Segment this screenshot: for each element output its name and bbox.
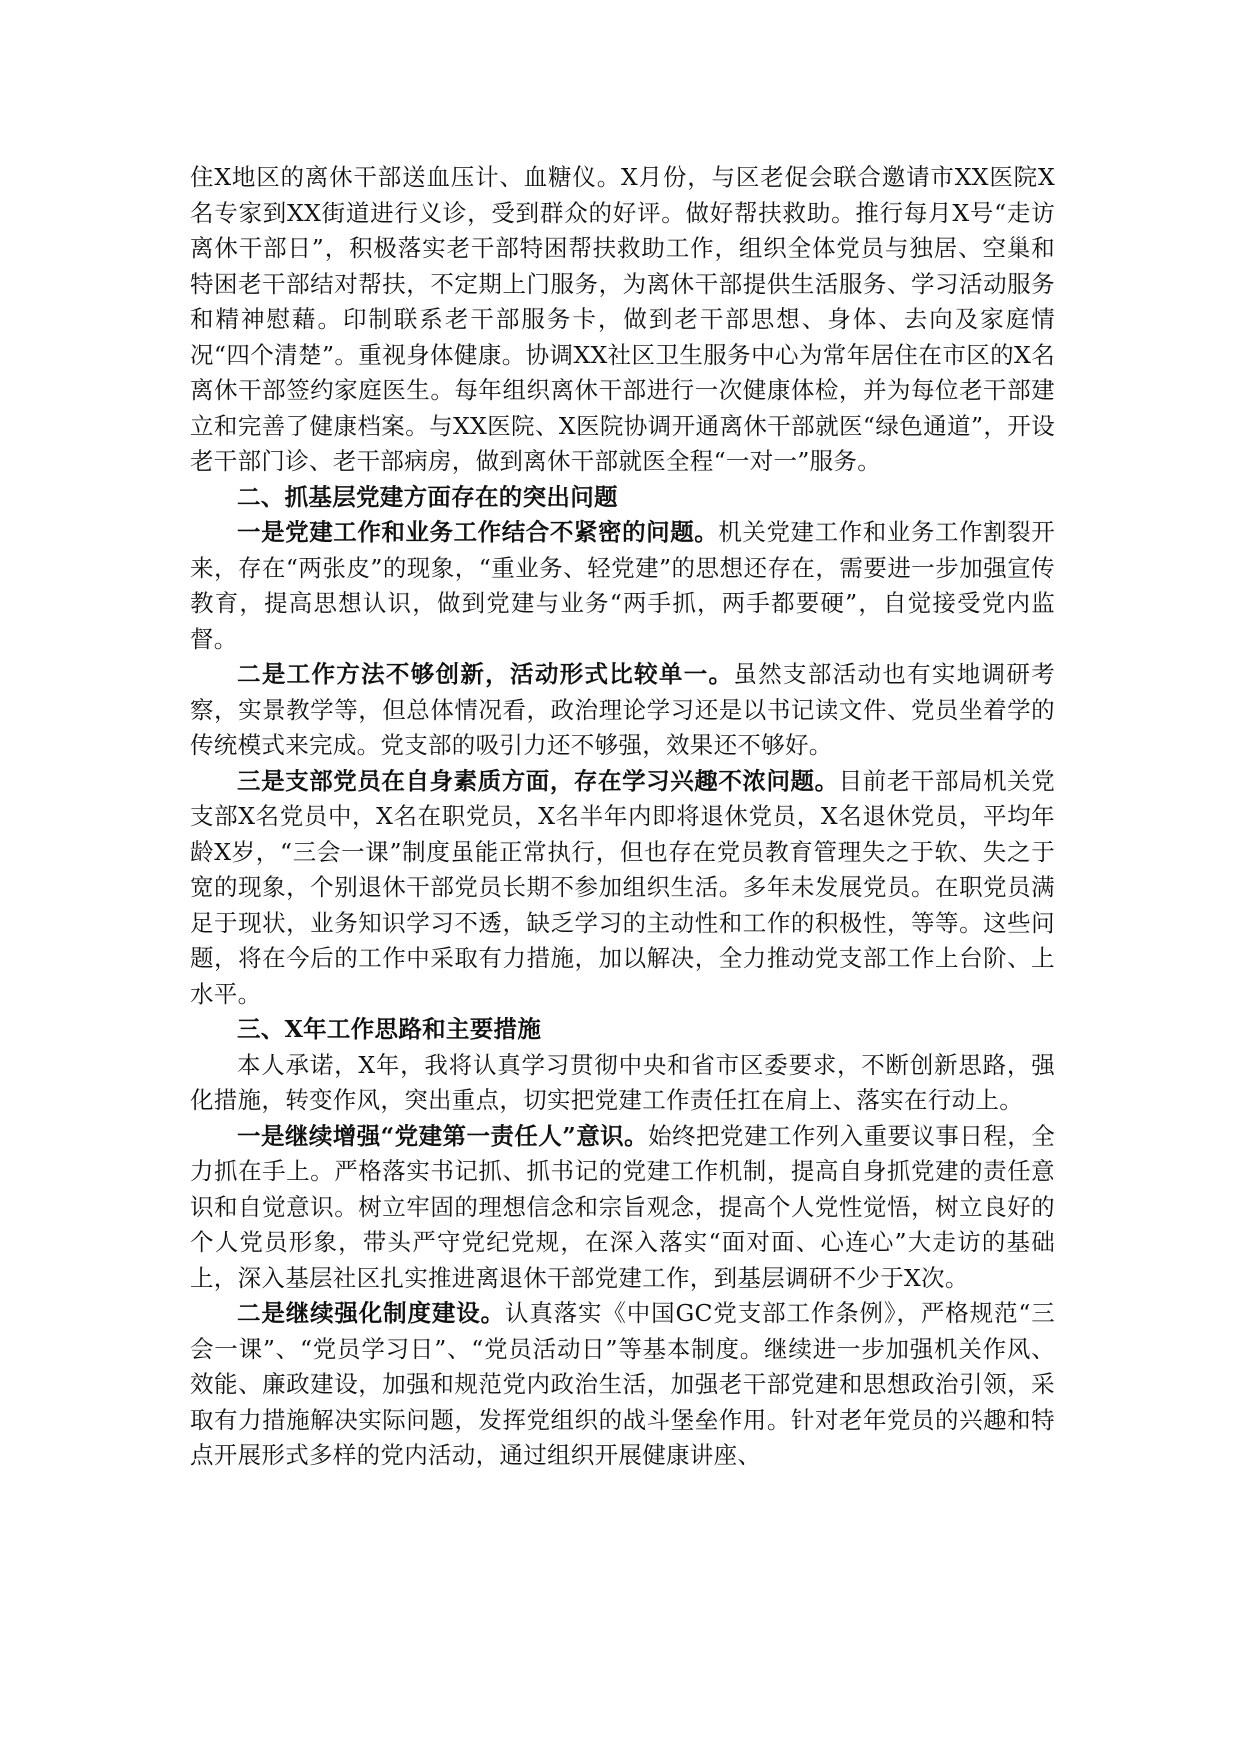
paragraph-body: 认真落实《中国GC党支部工作条例》，严格规范“三会一课”、“党员学习日”、“党员活动日”等基本制度。继续进一步加强机关作风、效能、廉政建设，加强和规范党内政治生活，加强老干部党建和思想政治引领，采取有力措施解决实际问题，发挥党组织的战斗堡垒作用。针对老年党员的兴趣和特点开展形式多样的党内活动，通过组织开展健康讲座、 <box>190 1299 1055 1469</box>
lead-sentence: 二是继续强化制度建设。 <box>237 1299 505 1327</box>
paragraph-problem-three <box>190 764 1055 1013</box>
lead-sentence: 二是工作方法不够创新，活动形式比较单一。 <box>237 660 734 688</box>
paragraph-retiree-services: 住X地区的离休干部送血压计、血糖仪。X月份，与区老促会联合邀请市XX医院X名专家到XX街道进行义诊，受到群众的好评。做好帮扶救助。推行每月X号“走访离休干部日”，积极落实老干部特困帮扶救助工作，组织全体党员与独居、空巢和特困老干部结对帮扶，不定期上门服务，为离休干部提供生活服务、学习活动服务和精神慰藉。印制联系老干部服务卡，做到老干部思想、身体、去向及家庭情况“四个清楚”。重视身体健康。协调XX社区卫生服务中心为常年居住在市区的X名离休干部签约家庭医生。每年组织离休干部进行一次健康体检，并为每位老干部建立和完善了健康档案。与XX医院、X医院协调开通离休干部就医“绿色通道”，开设老干部门诊、老干部病房，做到离休干部就医全程“一对一”服务。 <box>190 163 1055 475</box>
paragraph-body: 始终把党建工作列入重要议事日程，全力抓在手上。严格落实书记抓、抓书记的党建工作机制，提高自身抓党建的责任意识和自觉意识。树立牢固的理想信念和宗旨观念，提高个人党性觉悟，树立良好的个人党员形象，带头严守党纪党规，在深入落实“面对面、心连心”大走访的基础上，深入基层社区扎实推进离退休干部党建工作，到基层调研不少于X次。 <box>190 1121 1055 1292</box>
section-heading-plans: 三、X年工作思路和主要措施 <box>237 1015 542 1043</box>
paragraph-problem-one <box>190 515 1055 657</box>
paragraph-measure-two <box>190 1296 1055 1474</box>
lead-sentence: 一是党建工作和业务工作结合不紧密的问题。 <box>237 518 719 546</box>
paragraph-body: 虽然支部活动也有实地调研考察，实景教学等，但总体情况看，政治理论学习还是以书记读文件、党员坐着学的传统模式来完成。党支部的吸引力还不够强，效果还不够好。 <box>190 660 1055 759</box>
paragraph-measure-one <box>190 1119 1055 1297</box>
lead-sentence: 三是支部党员在自身素质方面，存在学习兴趣不浓问题。 <box>237 766 839 795</box>
lead-sentence: 一是继续增强“党建第一责任人”意识。 <box>237 1121 649 1150</box>
paragraph-body: 目前老干部局机关党支部X名党员中，X名在职党员，X名半年内即将退休党员，X名退休党员，平均年龄X岁，“三会一课”制度虽能正常执行，但也存在党员教育管理失之于软、失之于宽的现象，个别退休干部党员长期不参加组织生活。多年未发展党员。在职党员满足于现状，业务知识学习不透，缺乏学习的主动性和工作的积极性，等等。这些问题，将在今后的工作中采取有力措施，加以解决，全力推动党支部工作上台阶、上水平。 <box>190 766 1056 1008</box>
document-page <box>190 160 1055 1474</box>
paragraph-problem-two <box>190 657 1055 764</box>
section-heading-problems: 二、抓基层党建方面存在的突出问题 <box>237 482 618 511</box>
paragraph-commitment: 本人承诺，X年，我将认真学习贯彻中央和省市区委要求，不断创新思路，强化措施，转变作风，突出重点，切实把党建工作责任扛在肩上、落实在行动上。 <box>190 1050 1055 1114</box>
paragraph-body: 机关党建工作和业务工作割裂开来，存在“两张皮”的现象，“重业务、轻党建”的思想还存在，需要进一步加强宣传教育，提高思想认识，做到党建与业务“两手抓，两手都要硬”，自觉接受党内监督。 <box>190 518 1056 653</box>
